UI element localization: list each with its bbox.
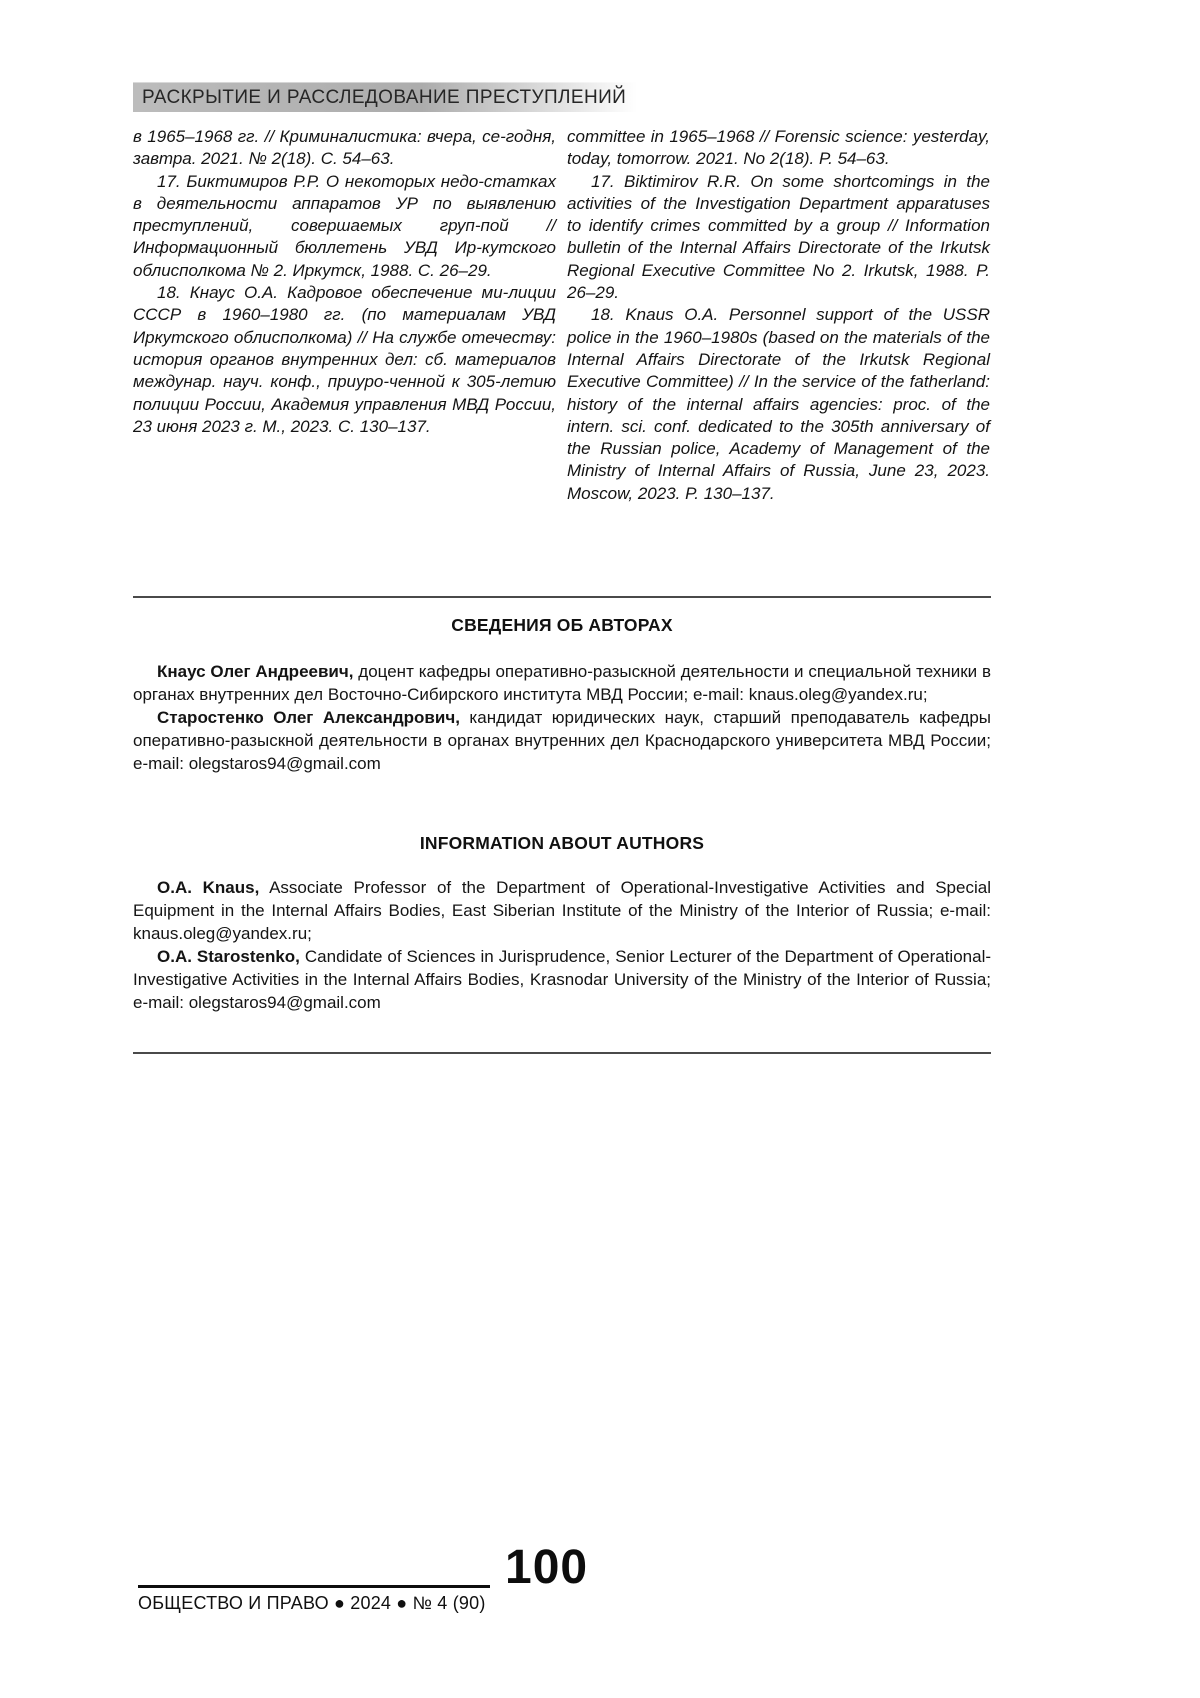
author-entry-en-2 [133, 945, 991, 1014]
authors-en-block [133, 876, 991, 1014]
reference-item-ru-continuation: в 1965–1968 гг. // Криминалистика: вчера, се-годня, завтра. 2021. № 2(18). С. 54–63. [133, 127, 556, 169]
journal-footer: ОБЩЕСТВО И ПРАВО ● 2024 ● № 4 (90) [138, 1593, 486, 1613]
reference-item-en-18: 18. Knaus O.A. Personnel support of the USSR police in the 1960–1980s (based on the materials of the Internal Affairs Directorate of the Irkutsk Regional Executive Committee) // In the service of the fatherland: history of the internal affairs agencies: proc. of the intern. sci. conf. dedicated to the 305th anniversary of the Russian police, Academy of Management of the Ministry of Internal Affairs of Russia, June 23, 2023. Moscow, 2023. P. 130–137. [567, 305, 990, 503]
author-name: Кнаус Олег Андреевич, [157, 662, 354, 681]
author-affiliation: Candidate of Sciences in Jurisprudence, Senior Lecturer of the Department of Operational-Investigative Activities in the Internal Affairs Bodies, Krasnodar University of the Ministry of the Interior of Russia; e-mail: olegstaros94@gmail.com [133, 947, 992, 1012]
reference-item-en-17: 17. Biktimirov R.R. On some shortcomings in the activities of the Investigation Department apparatuses to identify crimes committed by a group // Information bulletin of the Internal Affairs Directorate of the Irkutsk Regional Executive Committee No 2. Irkutsk, 1988. P. 26–29. [567, 171, 990, 303]
author-entry-en-1 [133, 876, 991, 945]
references-left-column [133, 126, 556, 505]
author-entry-ru-2 [133, 706, 991, 775]
reference-item-en-continuation: committee in 1965–1968 // Forensic science: yesterday, today, tomorrow. 2021. No 2(18). P. 54–63. [567, 127, 990, 169]
authors-ru-block [133, 660, 991, 775]
authors-ru-heading: СВЕДЕНИЯ ОБ АВТОРАХ [451, 615, 673, 635]
references-right-column [567, 126, 990, 505]
references-columns [133, 126, 991, 505]
author-entry-ru-1 [133, 660, 991, 706]
running-head-title: РАСКРЫТИЕ И РАССЛЕДОВАНИЕ ПРЕСТУПЛЕНИЙ [142, 87, 627, 108]
author-affiliation: Associate Professor of the Department of Operational-Investigative Activities and Special Equipment in the Internal Affairs Bodies, East Siberian Institute of the Ministry of the Interior of Russia; e-mail: knaus.oleg@yandex.ru; [133, 878, 991, 943]
reference-item-ru-17: 17. Биктимиров Р.Р. О некоторых недо-статках в деятельности аппаратов УР по выявлению преступлений, совершаемых груп-пой // Информационный бюллетень УВД Ир-кутского облисполкома № 2. Иркутск, 1988. С. 26–29. [133, 171, 556, 280]
section-divider-bottom [133, 1052, 991, 1054]
reference-item-ru-18: 18. Кнаус О.А. Кадровое обеспечение ми-лиции СССР в 1960–1980 гг. (по материалам УВД Иркутского облисполкома) // На службе отечеству: история органов внутренних дел: сб. материалов междунар. науч. конф., приуро-ченной к 305-летию полиции России, Академия управления МВД России, 23 июня 2023 г. М., 2023. С. 130–137. [133, 283, 556, 436]
section-divider-top [133, 596, 991, 598]
page-number: 100 [505, 1541, 589, 1594]
footer-rule [138, 1585, 490, 1588]
author-name: O.A. Knaus, [157, 878, 260, 897]
running-head-band [133, 82, 658, 112]
author-affiliation: кандидат юридических наук, старший преподаватель кафедры оперативно-разыскной деятельности в органах внутренних дел Краснодарского университета МВД России; e-mail: olegstaros94@gmail.com [133, 708, 991, 773]
authors-en-heading: INFORMATION ABOUT AUTHORS [419, 833, 705, 853]
author-name: Старостенко Олег Александрович, [157, 708, 460, 727]
author-name: O.A. Starostenko, [157, 947, 300, 966]
author-affiliation: доцент кафедры оперативно-разыскной деятельности и специальной техники в органах внутренних дел Восточно-Сибирского института МВД России; e-mail: knaus.oleg@yandex.ru; [133, 662, 992, 704]
